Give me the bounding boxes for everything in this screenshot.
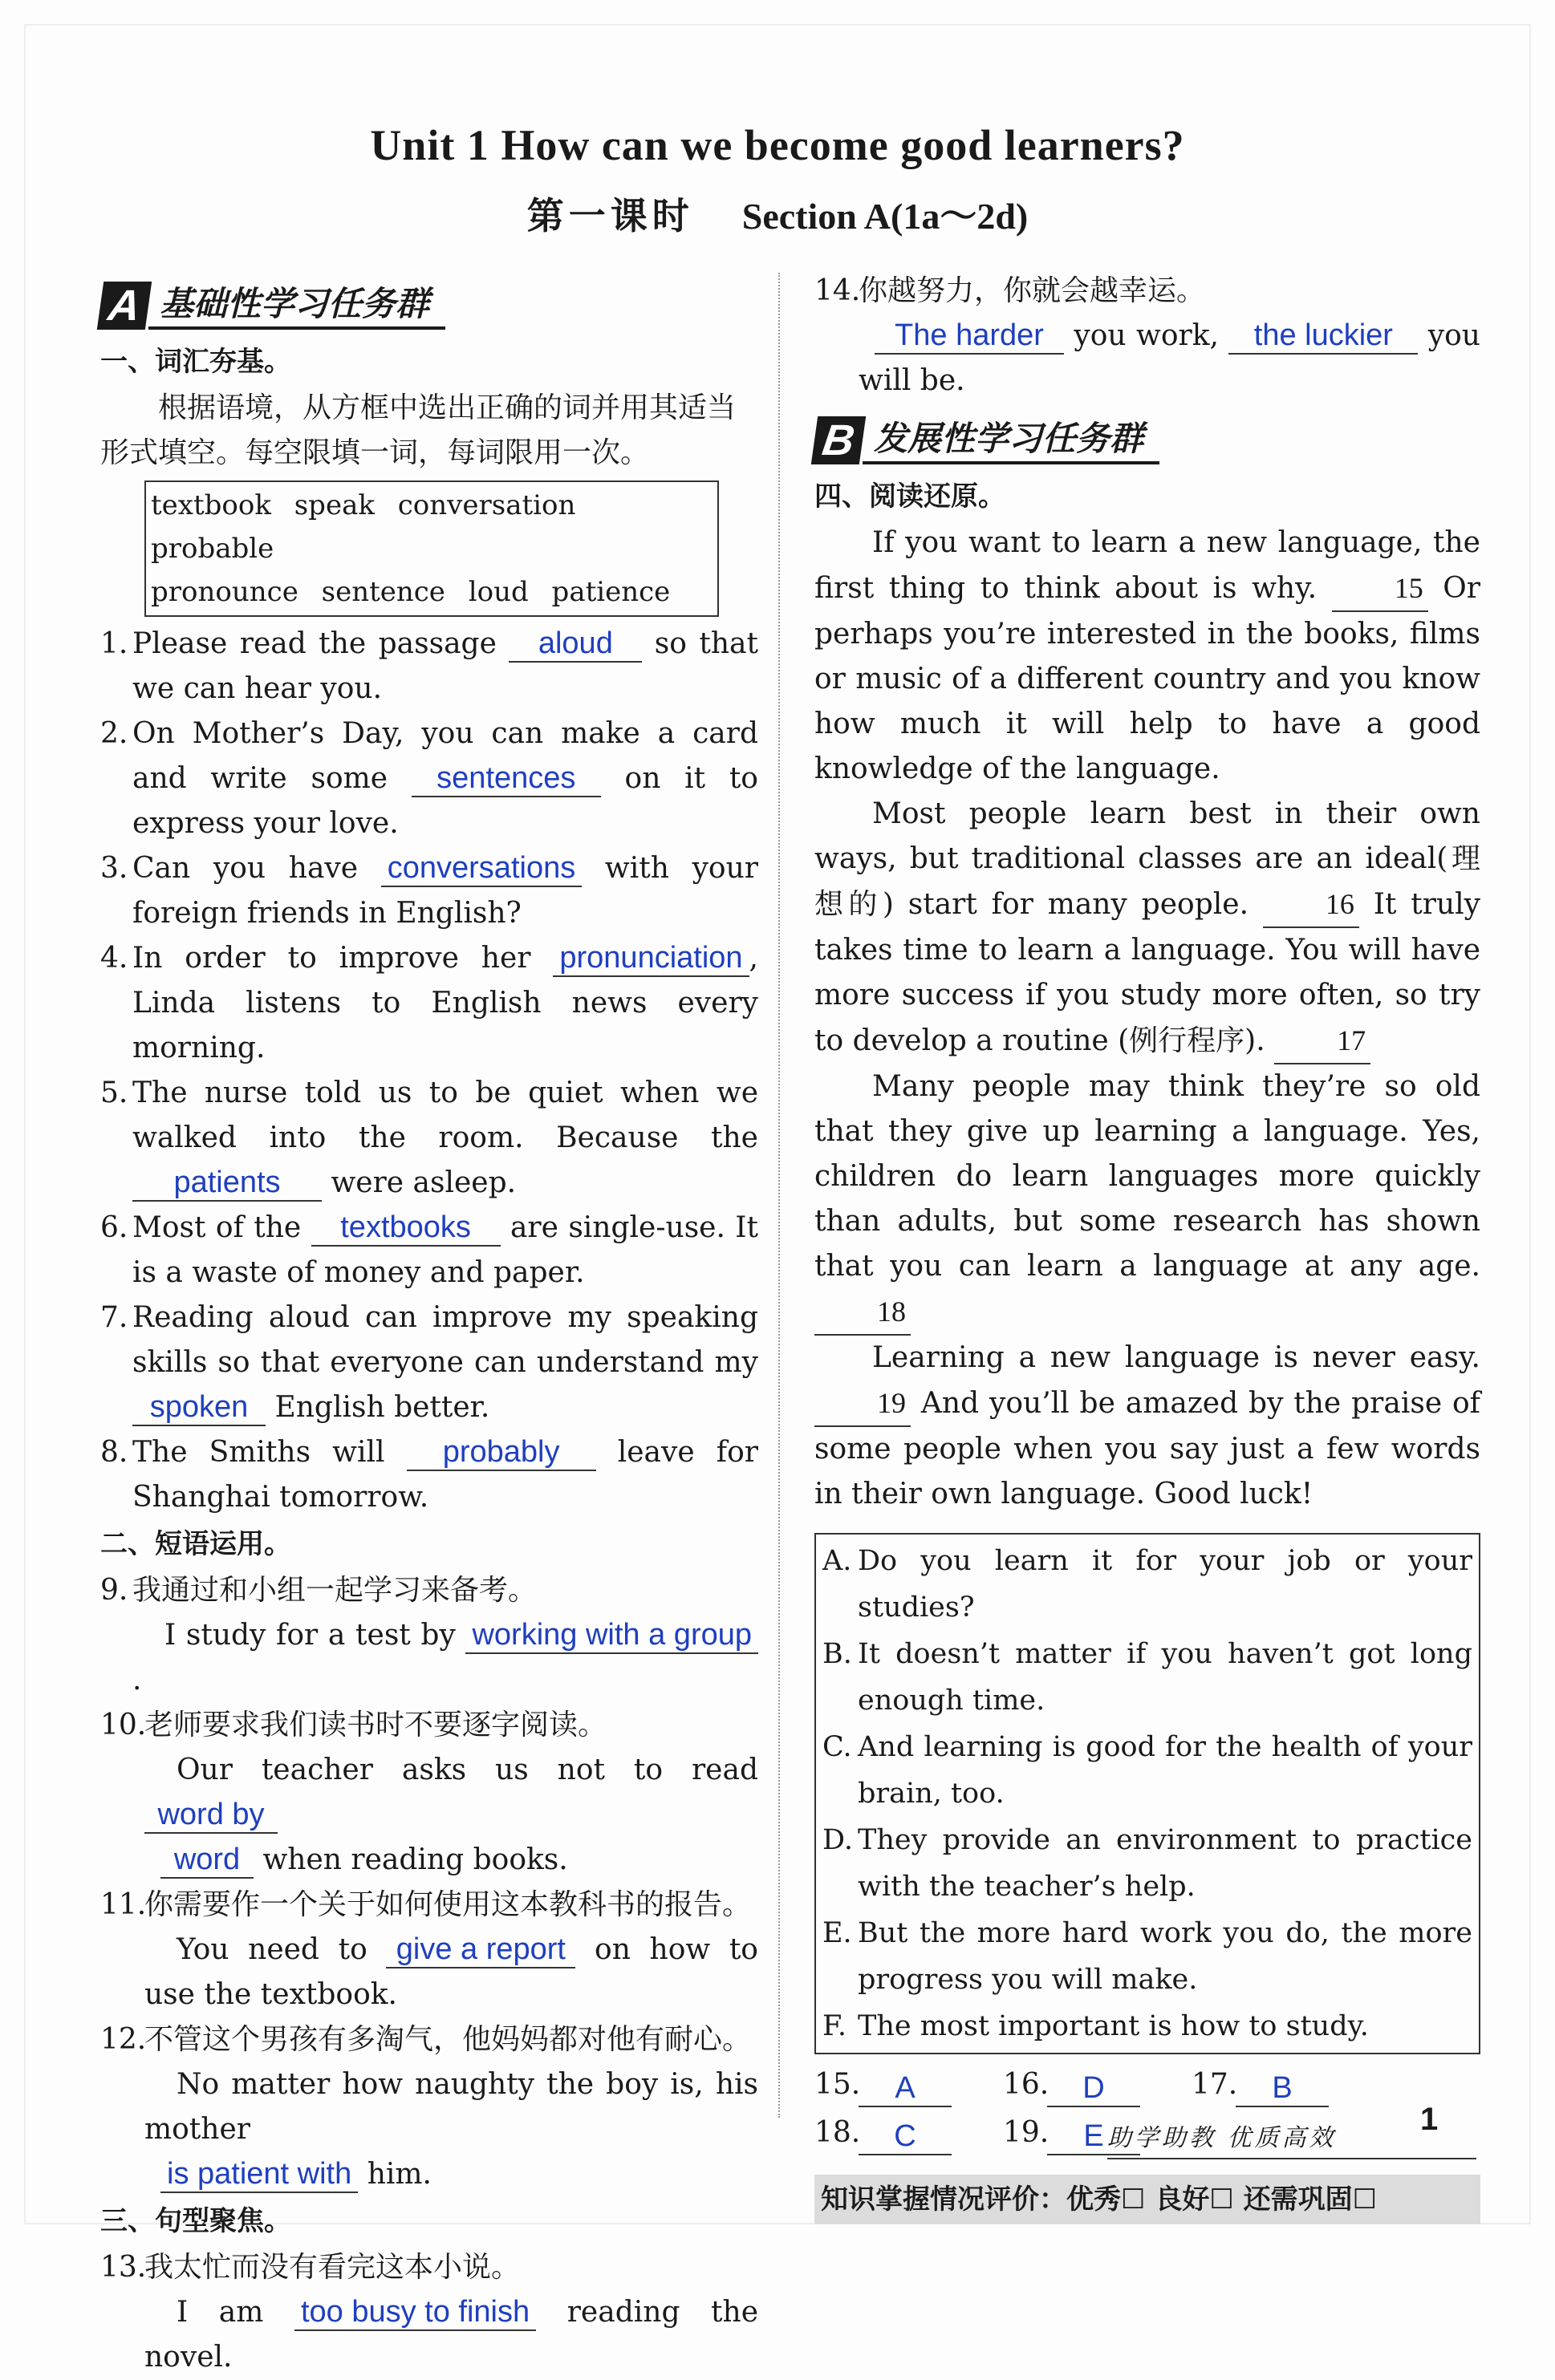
question-5: 5. The nurse told us to be quiet when we walked into the room. Because the patients were asleep.	[100, 1071, 758, 1206]
reading-paragraph: If you want to learn a new language, the first thing to think about is why. 15 Or perhaps you’re interested in the books, films or music of a different country and you know how much it will help to have a good knowledge of the language.	[814, 526, 1480, 785]
answer-field[interactable]: word	[160, 1842, 254, 1879]
lesson-number: 第一课时	[526, 196, 694, 237]
answer-field[interactable]: give a report	[386, 1932, 575, 1968]
lesson-subtitle	[0, 187, 1555, 240]
question-11: 11. 你需要作一个关于如何使用这本教科书的报告。 You need to give a report on how to use the textbook.	[100, 1888, 758, 2011]
sentences-heading: 三、句型聚焦。	[100, 2205, 291, 2237]
answer-field[interactable]: The harder	[875, 318, 1064, 355]
answer-field[interactable]: aloud	[509, 626, 642, 663]
option-item: F. The most important is how to study.	[822, 2010, 1369, 2042]
answer-grid: 15. A 16. D 17. B 18. C 19. E	[814, 2059, 1480, 2155]
reading-paragraph: Learning a new language is never easy. 19 And you’ll be amazed by the praise of some people when you say just a few words in their own language. Good luck!	[814, 1341, 1481, 1510]
answer-field[interactable]: C	[859, 2118, 952, 2155]
answer-field[interactable]: B	[1236, 2070, 1329, 2107]
self-evaluation: 知识掌握情况评价：优秀☐ 良好☐ 还需巩固☐	[814, 2175, 1480, 2224]
left-column	[100, 277, 758, 2380]
question-4: 4. In order to improve her pronunciation , Linda listens to English news every morning.	[100, 941, 758, 1064]
footer-rule	[1107, 2158, 1476, 2159]
answer-field[interactable]: is patient with	[160, 2156, 358, 2193]
question-9: 9. 我通过和小组一起学习来备考。 I study for a test by working with a group.	[100, 1568, 758, 1703]
blank-18[interactable]: 18	[814, 1289, 911, 1336]
word-box-line: pronounce sentence loud patience	[151, 576, 671, 608]
answer-field[interactable]: too busy to finish	[294, 2294, 536, 2331]
word-box-line: textbook speak conversation probable	[151, 489, 576, 565]
answer-field[interactable]: textbooks	[311, 1210, 501, 1247]
question-12: 12. 不管这个男孩有多淘气，他妈妈都对他有耐心。 No matter how naughty the boy is, his mother is patient with him.	[100, 2017, 758, 2197]
vocab-instructions: 根据语境，从方框中选出正确的词并用其适当形式填空。每空限填一词，每词限用一次。	[100, 391, 737, 469]
section-range: Section A(1a～2d)	[741, 196, 1029, 237]
section-b-title: 发展性学习任务群	[863, 416, 1159, 464]
option-item: C. And learning is good for the health of your brain, too.	[822, 1731, 1472, 1810]
question-3: 3. Can you have conversations with your foreign friends in English?	[100, 851, 758, 930]
reading-paragraph: Many people may think they’re so old that they give up learning a language. Yes, children do learn languages more quickly than adults, but some research has shown that you can learn a language at any age. 18	[814, 1064, 1480, 1336]
blank-19[interactable]: 19	[814, 1381, 911, 1427]
word-box	[144, 480, 719, 617]
section-a-badge: A	[97, 282, 152, 330]
page-number: 1	[1420, 2102, 1439, 2137]
section-b-header	[814, 412, 1480, 469]
question-10: 10. 老师要求我们读书时不要逐字阅读。 Our teacher asks us not to read word by word when reading books.	[100, 1703, 758, 1883]
answer-field[interactable]: spoken	[132, 1389, 266, 1426]
column-divider	[778, 273, 780, 2118]
answer-field[interactable]: D	[1047, 2070, 1140, 2107]
option-item: B. It doesn’t matter if you haven’t got long enough time.	[822, 1638, 1472, 1717]
section-a-header	[100, 277, 758, 334]
question-6: 6. Most of the textbooks are single-use. It is a waste of money and paper.	[100, 1210, 758, 1289]
answer-field[interactable]: conversations	[381, 850, 582, 887]
question-7: 7. Reading aloud can improve my speaking skills so that everyone can understand my spoken English better.	[100, 1295, 758, 1430]
answer-field[interactable]: pronunciation	[553, 940, 749, 977]
answer-field[interactable]: sentences	[412, 760, 601, 797]
phrases-heading: 二、短语运用。	[100, 1528, 291, 1560]
vocab-heading: 一、词汇夯基。	[100, 346, 291, 378]
section-b-badge: B	[811, 416, 866, 464]
page-title: Unit 1 How can we become good learners?	[370, 121, 1185, 169]
answer-field[interactable]: patients	[132, 1165, 322, 1202]
blank-15[interactable]: 15	[1332, 566, 1428, 612]
question-13: 13. 我太忙而没有看完这本小说。 I am too busy to finish reading the novel.	[100, 2251, 759, 2374]
blank-16[interactable]: 16	[1263, 882, 1359, 928]
option-item: E. But the more hard work you do, the more progress you will make.	[822, 1917, 1472, 1996]
options-box	[814, 1533, 1480, 2054]
blank-17[interactable]: 17	[1274, 1018, 1370, 1064]
option-item: D. They provide an environment to practice with the teacher’s help.	[822, 1824, 1472, 1903]
reading-heading: 四、阅读还原。	[814, 480, 1005, 513]
reading-paragraph: Most people learn best in their own ways, but traditional classes are an ideal(理想的) start for many people. 16 It truly takes time to learn a language. You will have more success if you study more often, so try to develop a routine (例行程序). 17	[814, 792, 1480, 1064]
question-1: 1. Please read the passage aloud so that we can hear you.	[100, 626, 758, 705]
answer-field[interactable]: word by	[144, 1797, 278, 1834]
footer-brand: 助学助教 优质高效	[1107, 2124, 1337, 2152]
answer-field[interactable]: A	[859, 2070, 952, 2107]
question-8: 8. The Smiths will probably leave for Shanghai tomorrow.	[100, 1435, 758, 1514]
right-column	[814, 269, 1480, 2224]
answer-field[interactable]: E	[1047, 2118, 1140, 2155]
answer-field[interactable]: probably	[407, 1434, 596, 1471]
question-2: 2. On Mother’s Day, you can make a card and write some sentences on it to express your love.	[100, 717, 758, 840]
section-a-title: 基础性学习任务群	[148, 282, 445, 330]
option-item: A. Do you learn it for your job or your studies?	[822, 1545, 1472, 1624]
question-14: 14. 你越努力，你就会越幸运。 The harder you work, the luckier you will be.	[814, 274, 1480, 397]
answer-field[interactable]: working with a group	[465, 1617, 758, 1654]
answer-field[interactable]: the luckier	[1228, 318, 1418, 355]
